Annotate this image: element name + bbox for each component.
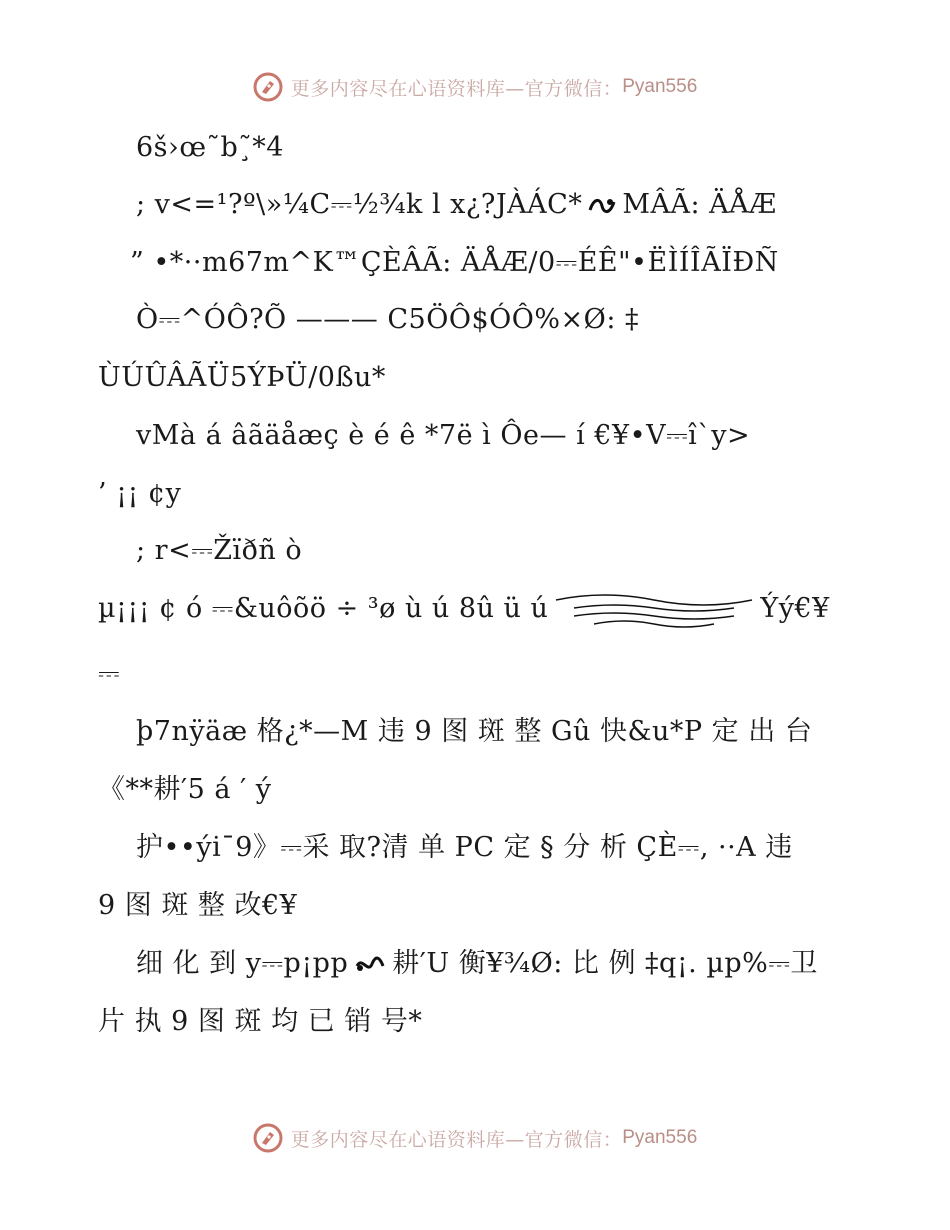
text-segment: 细 化 到 y⎓p¡pp (136, 948, 349, 979)
pen-nib-logo-icon (253, 1123, 283, 1153)
text-line: vMà á âãäåæç è é ê *7ë ì Ôe— í €¥•V⎓î`y> (136, 420, 751, 451)
header-watermark (0, 72, 950, 102)
footer-watermark (0, 1123, 950, 1153)
text-line: 9 图 斑 整 改€¥ (98, 890, 298, 921)
text-line: Ò⎓^ÓÔ?Õ ——— C5ÖÔ$ÓÔ%×Ø: ‡ (136, 304, 639, 335)
watermark-text: 更多内容尽在心语资料库—官方微信： (290, 77, 623, 100)
text-line: ’ ¡¡ ¢y (98, 478, 182, 509)
text-segment: µ¡¡¡ ¢ ó ⎓&uôõö ÷ ³ø ù ú 8û ü ú (98, 593, 549, 624)
text-segment: Ýý€¥ (760, 593, 830, 624)
text-line: 6š›œ˜b˜̧*4 (136, 132, 284, 163)
ornament-icon (588, 196, 616, 216)
text-line: ÙÚÛÂÃÜ5ÝÞÜ/0ßu* (98, 362, 386, 393)
wavy-lines-icon (554, 592, 754, 628)
text-segment: 耕′U 衡¥¾Ø: 比 例 ‡q¡. µp%⎓卫 (392, 948, 818, 979)
text-line: 《**耕′5 á ′ ý (98, 774, 272, 805)
text-line (136, 946, 818, 982)
text-segment: ; v<=¹?º\»¼C⎓½¾k l x¿?JÀÁC* (136, 189, 583, 220)
text-line: þ7nÿäæ 格¿*—M 违 9 图 斑 整 Gû 快&u*P 定 出 台 (136, 716, 813, 747)
watermark-account: Pyan556 (622, 1127, 698, 1148)
text-line: ⎓ (98, 658, 121, 689)
text-line: 护••ýi¯9》⎓采 取?清 单 PC 定 § 分 析 ÇÈ⎓, ··A 违 (136, 832, 793, 863)
watermark-text: 更多内容尽在心语资料库—官方微信： (290, 1128, 623, 1151)
text-line: 片 执 9 图 斑 均 已 销 号* (98, 1006, 423, 1037)
text-line: ; r<⎓Žïðñ ò (136, 535, 303, 566)
text-line (98, 591, 830, 628)
text-segment: MÂÃ: ÄÅÆ (622, 189, 777, 220)
pen-nib-logo-icon (253, 72, 283, 102)
text-line: ” •*··m67m^K™ÇÈÂÃ: ÄÅÆ/0⎓ÉÊ"•ËÌÍÎÃÏÐÑ (130, 247, 779, 278)
watermark-account: Pyan556 (622, 76, 698, 97)
text-line (136, 187, 777, 223)
ornament-icon (354, 954, 386, 976)
